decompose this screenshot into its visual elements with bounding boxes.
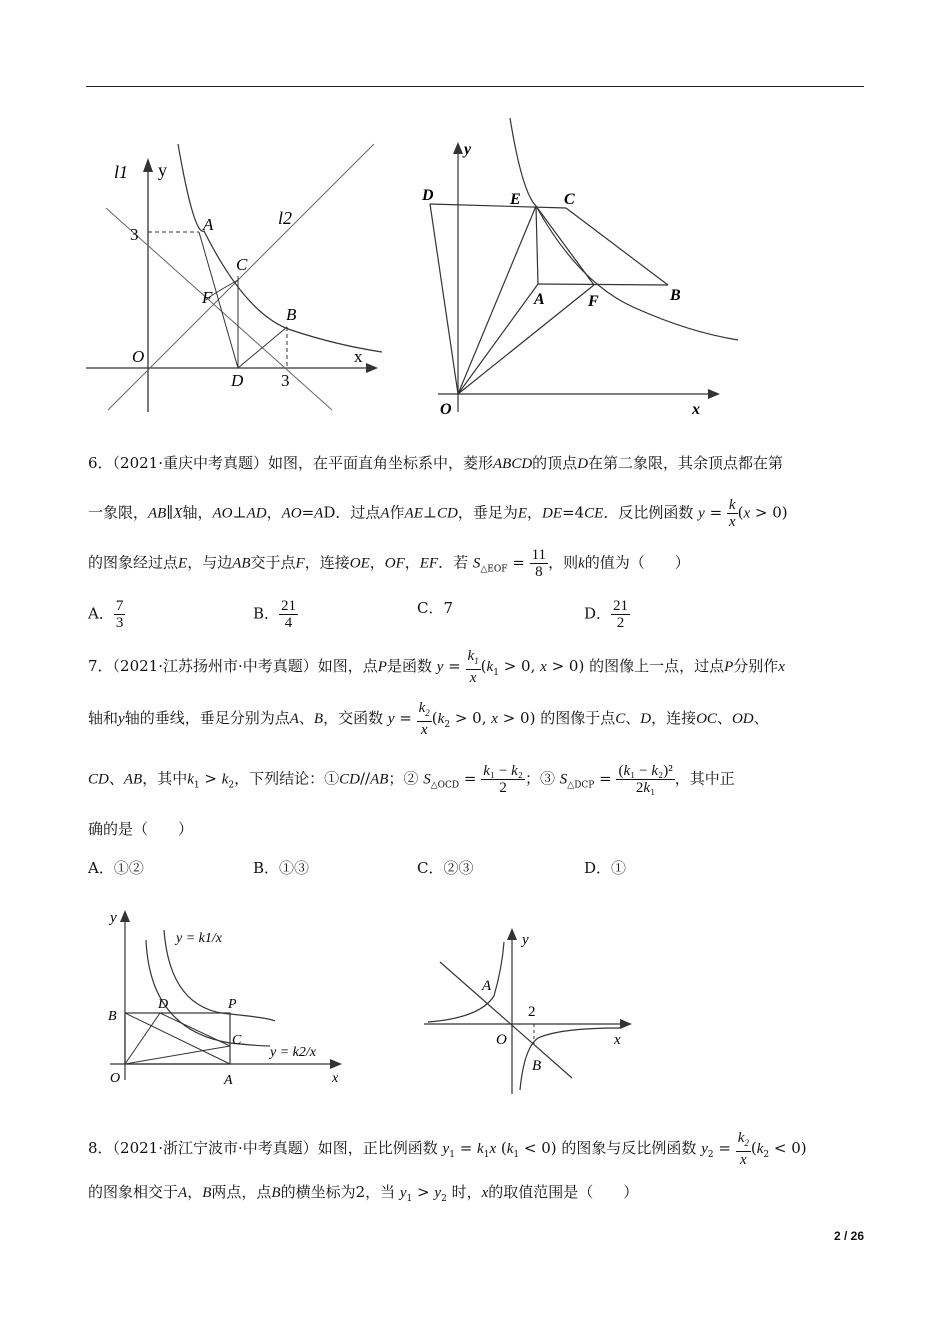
fig3-label-curve2: y = k2/x xyxy=(270,1045,316,1060)
fig3-label-B: B xyxy=(108,1009,117,1024)
fig1-label-F: F xyxy=(202,288,213,307)
header-rule xyxy=(86,86,864,87)
fig2-label-A: A xyxy=(534,291,545,308)
fig2-label-y: y xyxy=(464,141,472,158)
q7-line-4: 确的是（ ） xyxy=(88,820,194,838)
q7-line-1: 7．（2021·江苏扬州市·中考真题）如图，点P是函数 y = $\frac{k_1}{x}$ ($k_1 > 0$, x > 0) 的图像上一点，过点P分别作x xyxy=(88,648,785,686)
fig3-label-D: D xyxy=(158,997,169,1012)
page-number: 2 / 26 xyxy=(833,1229,864,1243)
q7-line-2: 轴和y轴的垂线，垂足分别为点A、B，交函数 y = $\frac{k_2}{x}$ ($k_2 > 0$, x > 0) 的图像于点C、D，连接OC、OD、 xyxy=(88,700,769,738)
q8-line-1: 8．（2021·浙江宁波市·中考真题）如图，正比例函数 $y_1 = k_1x$ $(k_1 < 0)$ 的图象与反比例函数 $y_2$ = $\frac{k_2}{x}$ $(k_2 < 0)$ xyxy=(88,1130,807,1168)
q7-line-3: CD、AB，其中$k_1 > k_2$，下列结论：①CD//AB；② $S_{\triangle OCD}$ = $\frac{\text{k₁ − k₂}}{2}$ ；③ $S_{\triangle DCP}$ = $\frac{\text{(k₁ − k₂)²}}{\text{2k₁}}$ ，其中正 xyxy=(88,763,735,796)
fig1-label-O: O xyxy=(132,347,145,366)
q6-line-1: 6．（2021·重庆中考真题）如图，在平面直角坐标系中，菱形ABCD的顶点D在第二象限，其余顶点都在第 xyxy=(88,454,784,472)
fig1-label-B: B xyxy=(286,305,297,324)
fig2-label-C: C xyxy=(564,191,575,208)
q8-line-2: 的图象相交于A，B两点，点B的横坐标为2，当 $y_1 > y_2$ 时，x的取值范围是（ ） xyxy=(88,1183,639,1204)
fig3-label-x: x xyxy=(332,1071,339,1086)
q6-line-2: 一象限，AB∥X轴，AO⊥AD，AO=AD．过点A作AE⊥CD，垂足为E，DE=4CE．反比例函数 y = $\frac{k}{x}$ (x > 0) xyxy=(88,497,788,530)
fig3-label-C: C xyxy=(232,1033,242,1048)
q6-option-A[interactable]: A． $\frac{7}{3}$ xyxy=(88,598,124,631)
fig4-label-y: y xyxy=(522,932,529,948)
fig2-label-B: B xyxy=(670,287,681,304)
fig2-label-x: x xyxy=(692,401,700,418)
q7-option-A[interactable]: A．①② xyxy=(88,859,144,877)
q7-option-D[interactable]: D．① xyxy=(584,859,627,877)
fig4-label-A: A xyxy=(482,978,492,994)
figure-3-graph xyxy=(100,900,360,1095)
fig2-label-O: O xyxy=(440,401,452,418)
fig1-label-x: x xyxy=(354,347,363,366)
q7-option-C[interactable]: C．②③ xyxy=(417,859,474,877)
fig4-label-B: B xyxy=(532,1058,542,1074)
figure-2-graph xyxy=(418,112,748,422)
fig3-label-A: A xyxy=(224,1073,233,1088)
fig4-label-x: x xyxy=(614,1032,621,1048)
fig4-label-O: O xyxy=(496,1032,507,1048)
fig1-label-3-y: 3 xyxy=(130,225,139,244)
fig2-label-D: D xyxy=(422,187,434,204)
fig1-label-l1: l1 xyxy=(114,162,129,182)
fig4-label-2: 2 xyxy=(528,1004,536,1020)
q6-option-C[interactable]: C．7 xyxy=(417,599,454,617)
q7-option-B[interactable]: B．①③ xyxy=(253,859,310,877)
fig2-label-F: F xyxy=(588,293,599,310)
fig1-label-y: y xyxy=(158,160,167,180)
fig1-label-A: A xyxy=(203,215,214,234)
fig2-label-E: E xyxy=(510,191,521,208)
fig3-label-P: P xyxy=(228,997,237,1012)
fig1-label-l2: l2 xyxy=(278,208,293,228)
fig1-label-D: D xyxy=(231,371,244,390)
fig3-label-O: O xyxy=(110,1071,121,1086)
fig1-label-3-x: 3 xyxy=(281,371,290,390)
q6-option-D[interactable]: D． $\frac{21}{2}$ xyxy=(584,598,629,631)
fig3-label-y: y xyxy=(110,910,117,926)
figure-4-graph xyxy=(420,918,650,1098)
fig1-label-C: C xyxy=(236,255,248,274)
q6-line-3: 的图象经过点E，与边AB交于点F，连接OE，OF，EF．若 $S_{\triangle EOF}$ = $\frac{11}{8}$ ，则k的值为（ ） xyxy=(88,547,690,580)
q6-option-B[interactable]: B． $\frac{21}{4}$ xyxy=(253,598,297,631)
fig3-label-curve1: y = k1/x xyxy=(176,931,222,946)
figure-1-graph xyxy=(86,140,386,420)
